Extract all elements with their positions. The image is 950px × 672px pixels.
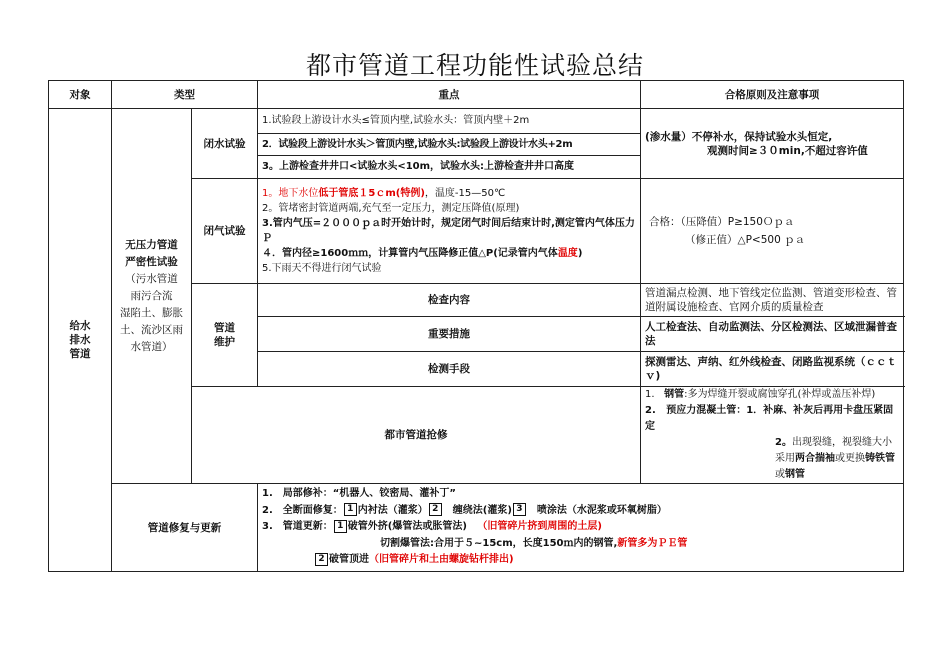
repair-line-3 — [645, 435, 899, 483]
renewal-line-5-red: （旧管碎片和土由螺旋钻杆排出) — [369, 554, 514, 566]
repair-cell — [641, 387, 904, 484]
renewal-line-3-red: （旧管碎片挤到周围的土层) — [477, 521, 602, 533]
header-key-points: 重点 — [258, 81, 641, 109]
renewal-line-2-c: 缠绕法(灌浆) — [442, 504, 512, 516]
repair-line-3-f: 钢管 — [785, 469, 805, 480]
air-criteria-1: 合格：（压降值）P≥150Ｏｐａ — [649, 216, 795, 228]
maintenance-row-1-label: 检查内容 — [258, 284, 641, 317]
renewal-cell — [258, 484, 904, 572]
air-test-label: 闭气试验 — [192, 179, 258, 284]
air-points-cell — [258, 179, 641, 284]
header-criteria: 合格原则及注意事项 — [641, 81, 904, 109]
renewal-line-2-a: 2. 全断面修复： — [262, 504, 343, 516]
renewal-line-3-b: 破管外挤(爆管法或胀管法) — [347, 521, 467, 533]
air-point-1-prefix: 1。地下水位 — [262, 188, 319, 199]
object-label: 给水 排水 管道 — [69, 320, 91, 360]
header-row — [49, 81, 904, 109]
repair-line-3-c: 或更换 — [835, 453, 865, 464]
maintenance-row-2-label: 重要措施 — [258, 317, 641, 352]
renewal-line-5-b: 破管顶进 — [329, 554, 369, 566]
renewal-line-2 — [262, 503, 899, 520]
repair-label: 都市管道抢修 — [192, 387, 641, 484]
no-pressure-label: 无压力管道 严密性试验 — [125, 238, 178, 268]
air-point-4 — [262, 246, 636, 261]
air-criteria-cell — [641, 179, 904, 284]
air-point-4-prefix: ４．管内径≥1600ｍｍ，计算管内气压降修正值△P(记录管内气体 — [262, 248, 558, 259]
air-point-1 — [262, 186, 636, 201]
renewal-line-1: 1. 局部修补：“机器人、铰密局、灌补丁” — [262, 488, 456, 500]
renewal-line-2-d: 喷涂法（水泥浆或环氧树脂） — [526, 504, 667, 516]
maintenance-row-1-text: 管道漏点检测、地下管线定位监测、管道变形检查、管道附属设施检查、官网介质的质量检查 — [641, 284, 904, 317]
renewal-box-5: 2 — [315, 553, 328, 566]
object-cell — [49, 109, 112, 572]
repair-line-1 — [645, 387, 899, 403]
air-point-4-highlight: 温度 — [557, 248, 578, 259]
renewal-box-4: 1 — [334, 520, 347, 533]
renewal-line-3-a: 3. 管道更新： — [262, 521, 333, 533]
renewal-line-4-a: 切割爆管法:合用于５~15cm，长度150ｍ内的钢管, — [380, 537, 618, 549]
repair-line-3-b: 两合揣袖 — [795, 453, 835, 464]
water-criteria-2: 观测时间≥３０min,不超过容许值 — [707, 144, 868, 157]
air-point-2: 2。管堵密封管道两端,充气至一定压力，测定压降值(原理) — [262, 203, 520, 214]
renewal-box-1: 1 — [344, 503, 357, 516]
repair-line-1-bold: 钢管 — [664, 389, 685, 400]
renewal-label: 管道修复与更新 — [112, 484, 258, 572]
water-criteria-cell — [641, 109, 904, 179]
header-object: 对象 — [49, 81, 112, 109]
air-point-3: 3.管内气压=２０００ｐａ时开始计时，规定闭气时间后结束计时,测定管内气体压力Ｐ — [262, 218, 635, 244]
renewal-line-5 — [262, 552, 899, 569]
summary-table — [48, 80, 904, 572]
air-point-5: 5.下雨天不得进行闭气试验 — [262, 263, 382, 274]
no-pressure-type-cell — [112, 109, 192, 484]
header-type: 类型 — [112, 81, 258, 109]
page-title: 都市管道工程功能性试验总结 — [305, 51, 644, 80]
air-criteria-2: （修正值）△P<500 ｐａ — [685, 234, 806, 246]
repair-line-2-num: 2. — [645, 405, 656, 416]
maintenance-row-2-text: 人工检查法、自动监测法、分区检测法、区域泄漏普查法 — [641, 317, 904, 352]
air-point-1-highlight: 低于管底１5ｃm(特例) — [318, 188, 425, 199]
maintenance-type-cell — [192, 284, 258, 387]
repair-line-2-bold: 预应力混凝土管 — [666, 405, 737, 416]
water-point-1: 1.试验段上游设计水头≤管顶内壁,试验水头：管顶内壁＋2m — [258, 109, 641, 134]
no-pressure-sub-label: （污水管道 雨污合流 湿陷土、膨胀 土、流沙区雨 水管道） — [120, 272, 183, 353]
air-point-1-suffix: ，温度-15—50℃ — [424, 188, 506, 199]
repair-line-3-a: 出现裂缝，视裂缝大小采用 — [775, 437, 892, 464]
renewal-line-3 — [262, 519, 899, 536]
repair-line-3-num: 2。 — [775, 437, 792, 448]
water-point-2: 2．试验段上游设计水头＞管顶内壁,试验水头:试验段上游设计水头+2m — [258, 134, 641, 156]
maintenance-row-3-label: 检测手段 — [258, 352, 641, 387]
maintenance-row-3-text: 探测雷达、声纳、红外线检查、闭路监视系统（ｃｃｔｖ) — [641, 352, 904, 387]
repair-line-2-rest: ：1．补麻、补灰后再用卡盘压紧固定 — [645, 405, 894, 432]
repair-line-1-num: 1. — [645, 389, 655, 400]
water-criteria-1: (渗水量）不停补水，保持试验水头恒定, — [645, 130, 833, 143]
repair-line-3-d: 铸铁管 — [865, 453, 895, 464]
renewal-line-4-red: 新管多为ＰＥ管 — [617, 537, 688, 549]
renewal-line-4 — [262, 536, 899, 553]
renewal-line-2-b: 内衬法（灌浆） — [357, 504, 428, 516]
water-test-label: 闭水试验 — [192, 109, 258, 179]
renewal-box-3: 3 — [513, 503, 526, 516]
air-point-4-suffix: ) — [577, 248, 583, 259]
repair-line-1-rest: :多为焊缝开裂或腐蚀穿孔(补焊或盖压补焊) — [684, 389, 876, 400]
repair-line-2 — [645, 403, 899, 435]
repair-line-3-e: 或 — [775, 469, 785, 480]
maintenance-label: 管道 维护 — [214, 322, 235, 348]
water-point-3: 3。上游检查井井口<试验水头<10m，试验水头:上游检查井井口高度 — [258, 156, 641, 179]
renewal-box-2: 2 — [429, 503, 442, 516]
